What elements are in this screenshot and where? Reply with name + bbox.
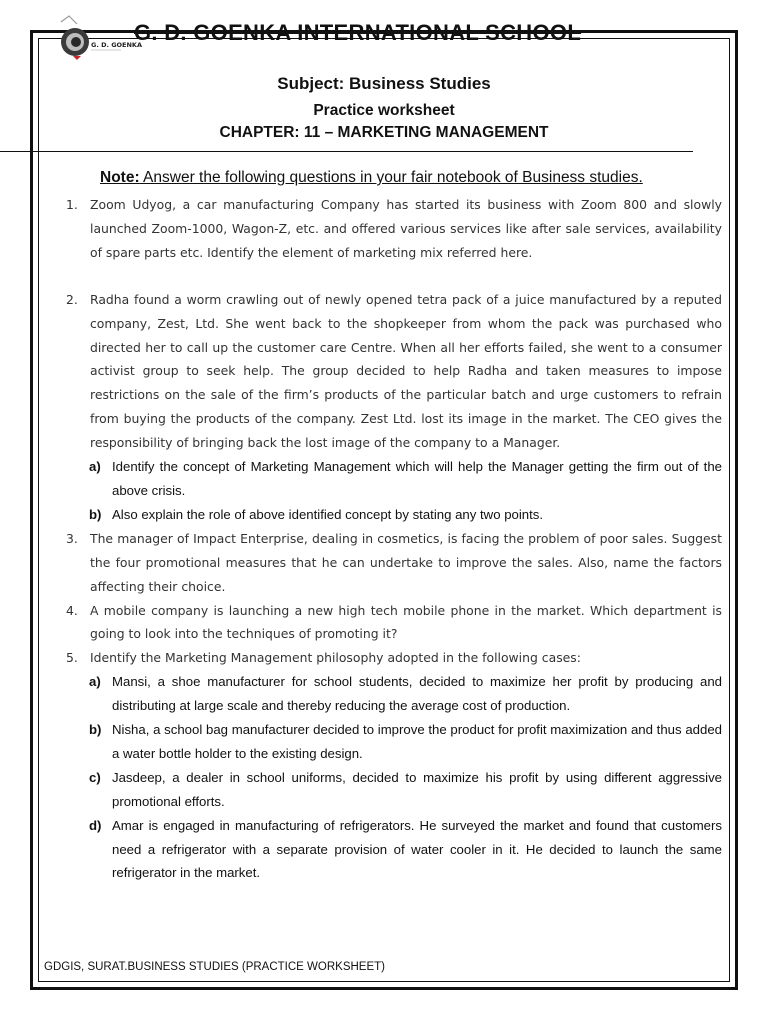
worksheet-title: Practice worksheet [313, 102, 455, 119]
school-logo [55, 14, 143, 60]
question-number: 3. [66, 530, 78, 546]
question-text: Identify the Marketing Management philosophy adopted in the following cases: [90, 650, 581, 666]
note [100, 169, 643, 187]
chapter-title: CHAPTER: 11 – MARKETING MANAGEMENT [219, 124, 549, 141]
question-5 [66, 646, 722, 670]
question-text: A mobile company is launching a new high tech mobile phone in the market. Which department is going to look into the techniques of promoting it? [90, 602, 722, 642]
question-4 [66, 599, 722, 647]
sub-question-label: d) [89, 817, 102, 833]
sub-question-5d [89, 814, 722, 886]
question-1 [66, 193, 722, 265]
question-number: 2. [66, 291, 78, 307]
question-2 [66, 288, 722, 455]
sub-question-label: b) [89, 722, 102, 738]
page-footer: GDGIS, SURAT.BUSINESS STUDIES (PRACTICE WORKSHEET) [44, 961, 385, 973]
note-label: Note: [100, 169, 140, 186]
sub-question-text: Also explain the role of above identified concept by stating any two points. [112, 506, 544, 522]
question-number: 4. [66, 602, 78, 618]
sub-question-text: Nisha, a school bag manufacturer decided to improve the product for profit maximization and thus added a water bottle holder to the existing design. [112, 722, 722, 761]
note-text: Answer the following questions in your fair notebook of Business studies. [139, 169, 643, 186]
sub-question-5b [89, 718, 722, 766]
question-text: Radha found a worm crawling out of newly opened tetra pack of a juice manufactured by a reputed company, Zest, Ltd. She went back to the shopkeeper from whom the pack was purchased who directed her to call up the customer care Centre. When all her efforts failed, she went to a consumer activist group to seek help. The group decided to help Radha and taken measures to impose restrictions on the sale of the firm’s products of the particular batch and urge customers to refrain from buying the products of the company. Zest Ltd. lost its image in the market. The CEO gives the responsibility of bringing back the lost image of the company to a Manager. [90, 291, 722, 451]
question-3 [66, 527, 722, 599]
school-name: G. D. GOENKA INTERNATIONAL SCHOOL [134, 20, 582, 45]
sub-question-5c [89, 766, 722, 814]
question-number: 1. [66, 197, 78, 212]
header-divider [0, 151, 693, 152]
sub-question-text: Jasdeep, a dealer in school uniforms, decided to maximize his profit by using different aggressive promotional efforts. [112, 769, 722, 809]
sub-question-label: a) [89, 674, 101, 690]
sub-question-text: Identify the concept of Marketing Management which will help the Manager getting the firm out of the above crisis. [112, 459, 722, 498]
question-number: 5. [66, 650, 78, 666]
sub-question-text: Mansi, a shoe manufacturer for school students, decided to maximize her profit by producing and distributing at large scale and thereby reducing the average cost of production. [112, 674, 722, 714]
sub-question-5a [89, 670, 722, 718]
sub-question-label: a) [89, 459, 101, 475]
sub-question-text: Amar is engaged in manufacturing of refrigerators. He surveyed the market and found that customers need a refrigerator with a separate provision of water cooler in it. He decided to launch the same refrigerator in the market. [112, 817, 722, 881]
question-list [66, 193, 722, 885]
logo-text: G. D. GOENKA [91, 41, 143, 49]
sub-question-2b [89, 503, 722, 527]
sub-question-2a [89, 455, 722, 503]
question-text: The manager of Impact Enterprise, dealing in cosmetics, is facing the problem of poor sales. Suggest the four promotional measures that he can undertake to improve the sales. Also, name the factors affecting their choice. [90, 530, 722, 594]
sub-question-label: c) [89, 769, 101, 785]
question-text: Zoom Udyog, a car manufacturing Company has started its business with Zoom 800 and slowly launched Zoom-1000, Wagon-Z, etc. and offered various services like after sale services, availability of spare parts etc. Identify the element of marketing mix referred here. [90, 197, 722, 260]
subject-title: Subject: Business Studies [277, 74, 491, 93]
sub-question-label: b) [89, 506, 102, 522]
